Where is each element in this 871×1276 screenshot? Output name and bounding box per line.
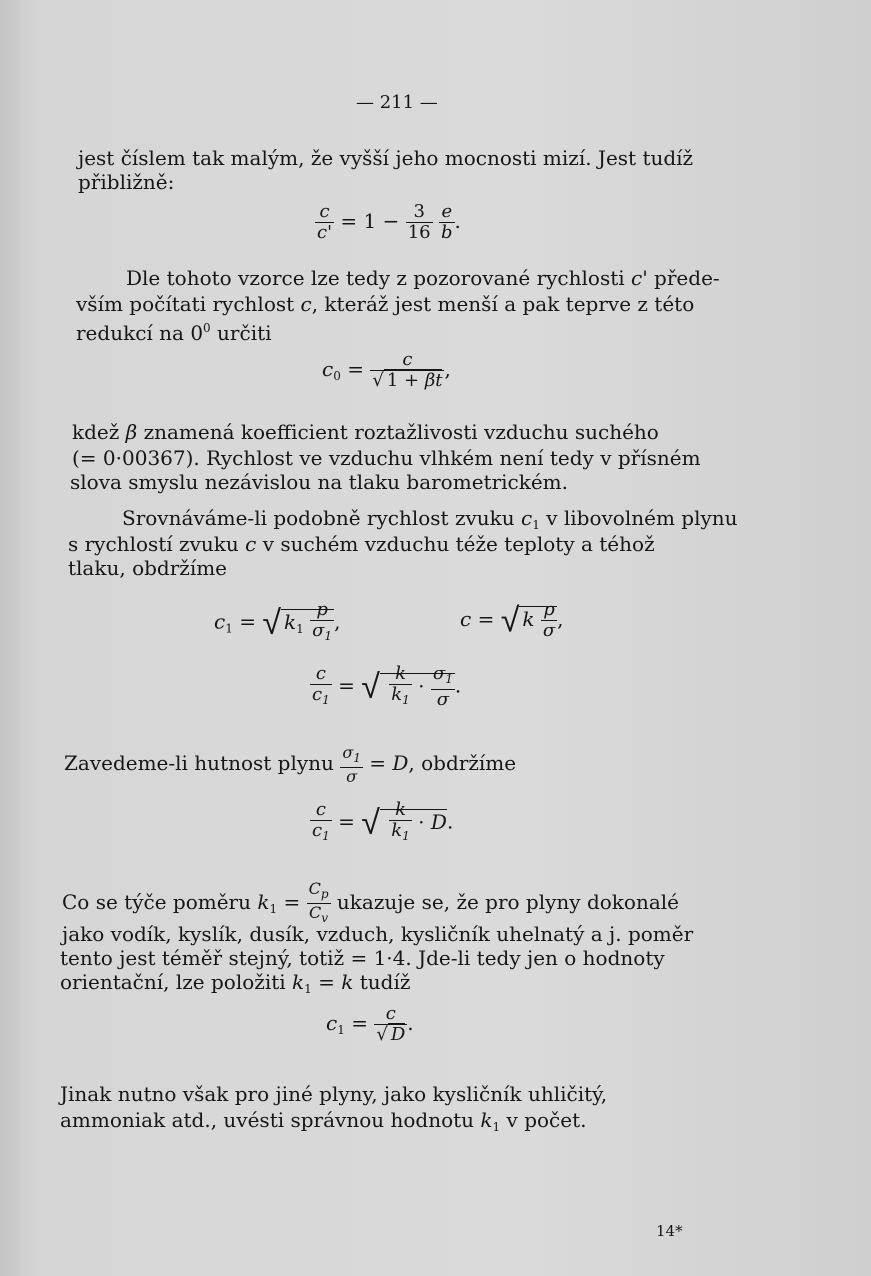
text-line: jako vodík, kyslík, dusík, vzduch, kysličník uhelnatý a j. poměr (62, 922, 694, 946)
text-line: tento jest téměř stejný, totiž = 1·4. Jde-li tedy jen o hodnoty (60, 946, 665, 970)
text-line: Co se týče poměru $k_1$ = $\frac{C_p}{C_v}$ ukazuje se, že pro plyny dokonalé (62, 879, 680, 925)
text-line: slova smyslu nezávislou na tlaku barometrickém. (70, 470, 568, 494)
formula-c-sqrt: c = √ k $\frac{p}{\sigma}$ , (460, 599, 564, 641)
text-line: Dle tohoto vzorce lze tedy z pozorované rychlosti c' přede- (126, 266, 720, 290)
text-line: redukcí na $0^0$ určiti (76, 321, 272, 345)
text-line: Srovnáváme-li podobně rychlost zvuku $c_1$ v libovolném plynu (122, 506, 738, 532)
text-line: Jinak nutno však pro jiné plyny, jako kysličník uhličitý, (60, 1082, 608, 1106)
text-line: vším počítati rychlost c, kteráž jest menší a pak teprve z této (76, 292, 695, 316)
text-line: přibližně: (78, 170, 175, 194)
formula-c0: $c_0$ = $\frac{c}{√ 1 + \beta t}$ , (322, 349, 451, 391)
text-line: tlaku, obdržíme (68, 556, 228, 580)
text-line: orientační, lze položiti $k_1 = k$ tudíž (60, 970, 411, 996)
formula-ratio-D: $\frac{c}{c_1}$ = √ $\frac{k}{k_1}$ · D. (310, 800, 453, 846)
page-footer-signature: 14* (656, 1222, 683, 1240)
text-line: s rychlostí zvuku c v suchém vzduchu téže teploty a téhož (68, 532, 655, 556)
page-number: — 211 — (356, 92, 438, 113)
formula-ratio: $\frac{c}{c'}$ = 1 − $\frac{3}{16}$ $\frac{e}{b}$ . (317, 201, 461, 243)
formula-c1-D: $c_1$ = $\frac{c}{√ D}$ . (326, 1003, 414, 1045)
formula-c1-sqrt: $c_1$ = √ $k_1$ $\frac{p}{\sigma_1}$ , (214, 600, 340, 646)
text-line: Zavedeme-li hutnost plynu $\frac{\sigma_1}{\sigma}$ = D, obdržíme (64, 743, 517, 786)
text-line: jest číslem tak malým, že vyšší jeho mocnosti mizí. Jest tudíž (78, 146, 694, 170)
formula-ratio-sqrt: $\frac{c}{c_1}$ = √ $\frac{k}{k_1}$ · $\frac{\sigma_1}{\sigma}$ . (312, 663, 462, 710)
text-line: kdež β znamená koefficient roztažlivosti vzduchu suchého (72, 420, 659, 444)
text-line: (= 0·00367). Rychlost ve vzduchu vlhkém není tedy v přísném (72, 446, 701, 470)
text-line: ammoniak atd., uvésti správnou hodnotu $k_1$ v počet. (60, 1108, 587, 1134)
